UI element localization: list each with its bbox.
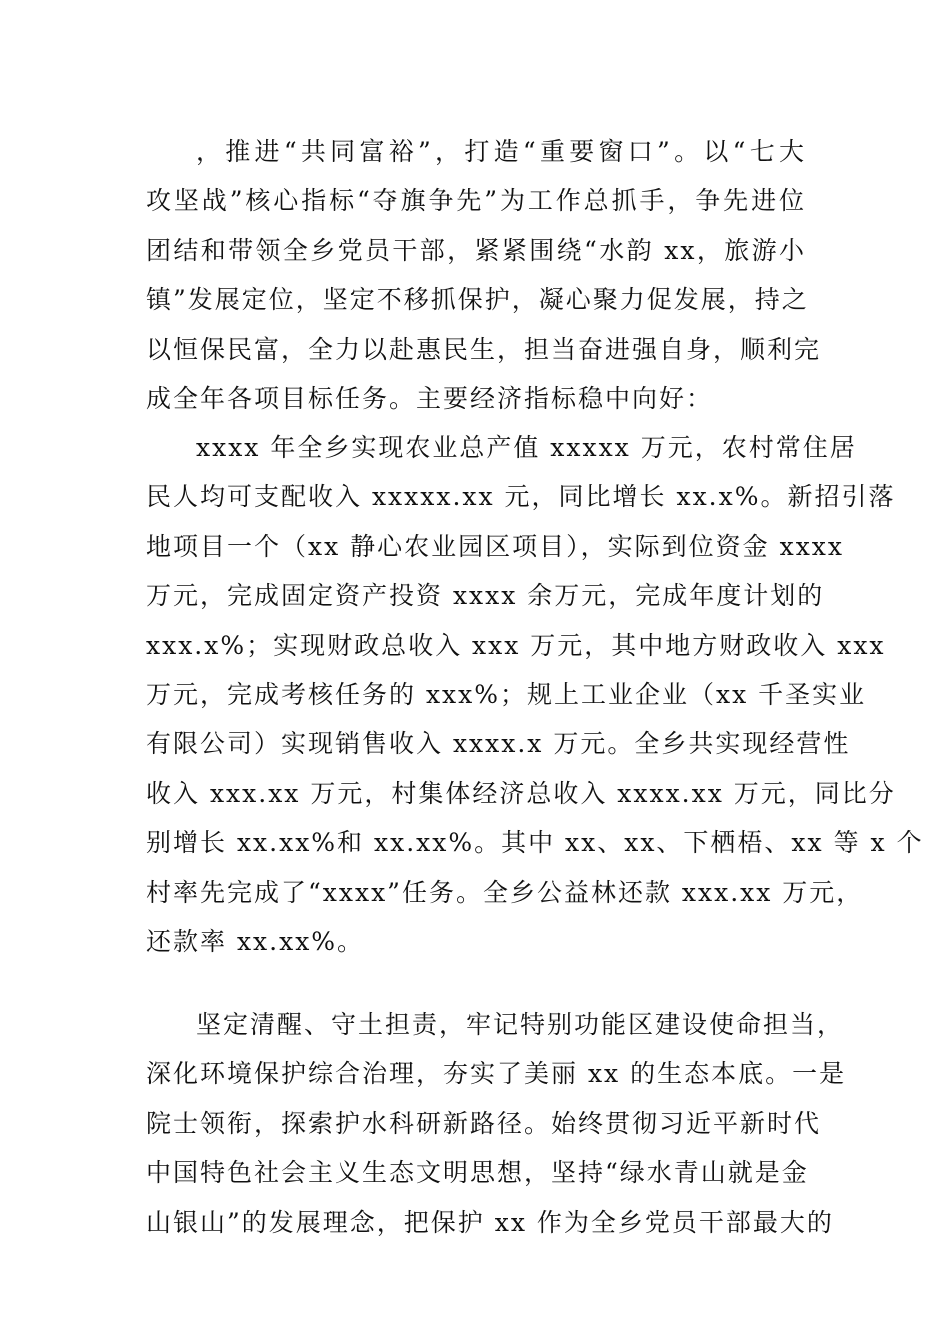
paragraph-line: 镇”发展定位，坚定不移抓保护，凝心聚力促发展，持之 [146,285,809,315]
paragraph-line: 以恒保民富，全力以赴惠民生，担当奋进强自身，顺利完 [146,334,822,364]
paragraph-line: 深化环境保护综合治理，夯实了美丽 xx 的生态本底。一是 [146,1059,847,1089]
paragraph-line: 攻坚战”核心指标“夺旗争先”为工作总抓手，争先进位 [146,186,806,216]
paragraph-line: 中国特色社会主义生态文明思想，坚持“绿水青山就是金 [146,1158,809,1188]
paragraph-3 [146,1000,847,1247]
paragraph-line: 成全年各项目标任务。主要经济指标稳中向好： [146,383,714,413]
paragraph-line: 有限公司）实现销售收入 xxxx.x 万元。全乡共实现经营性 [146,729,851,759]
paragraph-line: 村率先完成了“xxxx”任务。全乡公益林还款 xxx.xx 万元， [146,877,864,907]
paragraph-line: 民人均可支配收入 xxxxx.xx 元，同比增长 xx.x%。新招引落 [146,482,896,512]
paragraph-line: xxx.x%；实现财政总收入 xxx 万元，其中地方财政收入 xxx [146,630,886,660]
paragraph-line: 山银山”的发展理念，把保护 xx 作为全乡党员干部最大的 [146,1207,834,1237]
paragraph-line: 万元，完成固定资产投资 xxxx 余万元，完成年度计划的 [146,581,825,611]
paragraph-1 [146,127,822,423]
paragraph-line: 地项目一个（xx 静心农业园区项目），实际到位资金 xxxx [146,531,844,561]
paragraph-line: 还款率 xx.xx%。 [146,926,365,956]
paragraph-line: 团结和带领全乡党员干部，紧紧围绕“水韵 xx，旅游小 [146,235,806,265]
paragraph-line: 别增长 xx.xx%和 xx.xx%。其中 xx、xx、下栖梧、xx 等 x 个 [146,828,924,858]
paragraph-line: ，推进“共同富裕”，打造“重要窗口”。以“七大 [196,137,806,166]
paragraph-line: 坚定清醒、守土担责，牢记特别功能区建设使命担当， [196,1010,845,1039]
paragraph-line: 万元，完成考核任务的 xxx%；规上工业企业（xx 千圣实业 [146,679,867,709]
paragraph-2 [146,423,924,966]
paragraph-line: 院士领衔，探索护水科研新路径。始终贯彻习近平新时代 [146,1108,822,1138]
paragraph-line: 收入 xxx.xx 万元，村集体经济总收入 xxxx.xx 万元，同比分 [146,778,896,808]
paragraph-line: xxxx 年全乡实现农业总产值 xxxxx 万元，农村常住居 [196,433,857,462]
